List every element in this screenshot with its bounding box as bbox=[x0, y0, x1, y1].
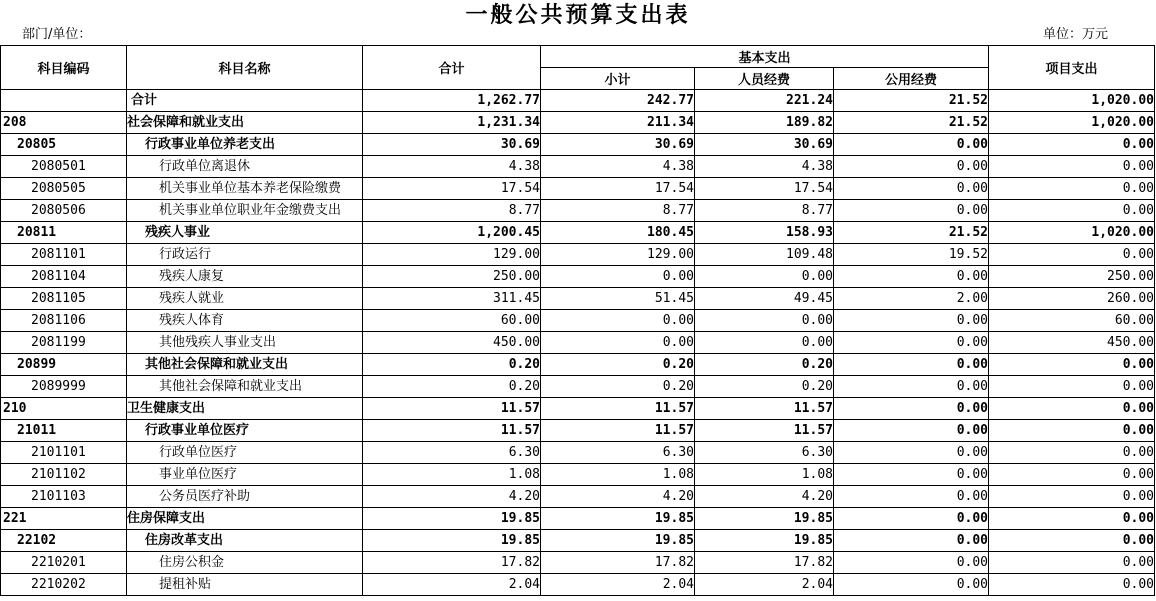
cell-public: 0.00 bbox=[834, 310, 989, 332]
cell-total: 2.04 bbox=[363, 574, 541, 596]
cell-project: 450.00 bbox=[989, 332, 1155, 354]
table-row bbox=[1, 244, 1155, 266]
department-label: 部门/单位： bbox=[22, 27, 92, 42]
cell-personnel: 17.54 bbox=[695, 178, 834, 200]
cell-personnel: 49.45 bbox=[695, 288, 834, 310]
cell-project: 0.00 bbox=[989, 442, 1155, 464]
cell-code: 210 bbox=[1, 398, 127, 420]
cell-name: 住房改革支出 bbox=[127, 530, 363, 552]
cell-code: 2101102 bbox=[1, 464, 127, 486]
budget-table bbox=[0, 45, 1155, 596]
cell-personnel: 17.82 bbox=[695, 552, 834, 574]
cell-code: 20811 bbox=[1, 222, 127, 244]
cell-subtotal: 8.77 bbox=[541, 200, 695, 222]
cell-total: 450.00 bbox=[363, 332, 541, 354]
cell-total: 0.20 bbox=[363, 354, 541, 376]
cell-personnel: 4.20 bbox=[695, 486, 834, 508]
cell-code: 2080501 bbox=[1, 156, 127, 178]
cell-project: 0.00 bbox=[989, 200, 1155, 222]
table-row bbox=[1, 134, 1155, 156]
cell-code: 21011 bbox=[1, 420, 127, 442]
cell-total: 17.54 bbox=[363, 178, 541, 200]
cell-total: 1.08 bbox=[363, 464, 541, 486]
cell-personnel: 11.57 bbox=[695, 398, 834, 420]
cell-name: 残疾人体育 bbox=[127, 310, 363, 332]
cell-total: 4.38 bbox=[363, 156, 541, 178]
cell-public: 0.00 bbox=[834, 376, 989, 398]
cell-project: 0.00 bbox=[989, 244, 1155, 266]
table-row bbox=[1, 508, 1155, 530]
cell-project: 0.00 bbox=[989, 464, 1155, 486]
cell-personnel: 1.08 bbox=[695, 464, 834, 486]
cell-project: 0.00 bbox=[989, 398, 1155, 420]
cell-total: 17.82 bbox=[363, 552, 541, 574]
cell-subtotal: 11.57 bbox=[541, 420, 695, 442]
table-row bbox=[1, 354, 1155, 376]
cell-personnel: 0.00 bbox=[695, 332, 834, 354]
cell-subtotal: 211.34 bbox=[541, 112, 695, 134]
cell-project: 0.00 bbox=[989, 574, 1155, 596]
cell-total: 6.30 bbox=[363, 442, 541, 464]
cell-code: 2210202 bbox=[1, 574, 127, 596]
cell-public: 0.00 bbox=[834, 134, 989, 156]
header-total: 合计 bbox=[363, 46, 541, 90]
cell-code: 208 bbox=[1, 112, 127, 134]
cell-name: 其他社会保障和就业支出 bbox=[127, 354, 363, 376]
table-row bbox=[1, 310, 1155, 332]
cell-total: 11.57 bbox=[363, 398, 541, 420]
cell-subtotal: 242.77 bbox=[541, 90, 695, 112]
cell-project: 0.00 bbox=[989, 486, 1155, 508]
table-row bbox=[1, 200, 1155, 222]
cell-name: 卫生健康支出 bbox=[127, 398, 363, 420]
table-row bbox=[1, 552, 1155, 574]
cell-name: 其他社会保障和就业支出 bbox=[127, 376, 363, 398]
table-body bbox=[1, 90, 1155, 596]
report-title: 一般公共预算支出表 bbox=[465, 2, 691, 28]
header-subtotal: 小计 bbox=[541, 68, 695, 90]
cell-public: 0.00 bbox=[834, 354, 989, 376]
cell-name: 事业单位医疗 bbox=[127, 464, 363, 486]
cell-project: 250.00 bbox=[989, 266, 1155, 288]
cell-total: 1,200.45 bbox=[363, 222, 541, 244]
cell-name: 住房公积金 bbox=[127, 552, 363, 574]
cell-public: 0.00 bbox=[834, 398, 989, 420]
cell-code: 2080505 bbox=[1, 178, 127, 200]
cell-name: 提租补贴 bbox=[127, 574, 363, 596]
cell-personnel: 2.04 bbox=[695, 574, 834, 596]
cell-code: 2081101 bbox=[1, 244, 127, 266]
cell-total: 129.00 bbox=[363, 244, 541, 266]
cell-project: 0.00 bbox=[989, 354, 1155, 376]
cell-personnel: 19.85 bbox=[695, 530, 834, 552]
unit-label: 单位：万元 bbox=[1042, 27, 1108, 42]
cell-subtotal: 51.45 bbox=[541, 288, 695, 310]
cell-total: 19.85 bbox=[363, 530, 541, 552]
cell-subtotal: 0.00 bbox=[541, 310, 695, 332]
cell-personnel: 109.48 bbox=[695, 244, 834, 266]
cell-public: 0.00 bbox=[834, 266, 989, 288]
cell-public: 21.52 bbox=[834, 222, 989, 244]
cell-public: 19.52 bbox=[834, 244, 989, 266]
cell-public: 0.00 bbox=[834, 332, 989, 354]
cell-code: 2101101 bbox=[1, 442, 127, 464]
cell-name: 合计 bbox=[127, 90, 363, 112]
cell-public: 0.00 bbox=[834, 156, 989, 178]
cell-code: 22102 bbox=[1, 530, 127, 552]
table-row bbox=[1, 398, 1155, 420]
header-personnel: 人员经费 bbox=[695, 68, 834, 90]
cell-total: 60.00 bbox=[363, 310, 541, 332]
cell-code: 2081104 bbox=[1, 266, 127, 288]
cell-total: 30.69 bbox=[363, 134, 541, 156]
cell-code: 2081199 bbox=[1, 332, 127, 354]
cell-total: 19.85 bbox=[363, 508, 541, 530]
cell-name: 行政单位离退休 bbox=[127, 156, 363, 178]
cell-total: 311.45 bbox=[363, 288, 541, 310]
cell-code: 2210201 bbox=[1, 552, 127, 574]
cell-public: 0.00 bbox=[834, 200, 989, 222]
cell-personnel: 4.38 bbox=[695, 156, 834, 178]
cell-project: 0.00 bbox=[989, 178, 1155, 200]
cell-project: 1,020.00 bbox=[989, 222, 1155, 244]
table-row bbox=[1, 574, 1155, 596]
cell-public: 0.00 bbox=[834, 464, 989, 486]
cell-subtotal: 180.45 bbox=[541, 222, 695, 244]
cell-code: 2080506 bbox=[1, 200, 127, 222]
cell-subtotal: 17.54 bbox=[541, 178, 695, 200]
cell-personnel: 30.69 bbox=[695, 134, 834, 156]
cell-name: 行政运行 bbox=[127, 244, 363, 266]
cell-subtotal: 19.85 bbox=[541, 508, 695, 530]
cell-project: 1,020.00 bbox=[989, 90, 1155, 112]
cell-code: 2081106 bbox=[1, 310, 127, 332]
cell-subtotal: 129.00 bbox=[541, 244, 695, 266]
header-name: 科目名称 bbox=[127, 46, 363, 90]
cell-project: 0.00 bbox=[989, 420, 1155, 442]
cell-project: 0.00 bbox=[989, 552, 1155, 574]
cell-personnel: 0.00 bbox=[695, 266, 834, 288]
cell-subtotal: 30.69 bbox=[541, 134, 695, 156]
cell-project: 260.00 bbox=[989, 288, 1155, 310]
cell-public: 0.00 bbox=[834, 486, 989, 508]
cell-subtotal: 4.38 bbox=[541, 156, 695, 178]
cell-personnel: 11.57 bbox=[695, 420, 834, 442]
cell-project: 0.00 bbox=[989, 376, 1155, 398]
cell-code: 2081105 bbox=[1, 288, 127, 310]
cell-personnel: 189.82 bbox=[695, 112, 834, 134]
cell-subtotal: 0.20 bbox=[541, 376, 695, 398]
cell-project: 0.00 bbox=[989, 156, 1155, 178]
cell-subtotal: 17.82 bbox=[541, 552, 695, 574]
table-row bbox=[1, 178, 1155, 200]
cell-public: 21.52 bbox=[834, 90, 989, 112]
cell-personnel: 6.30 bbox=[695, 442, 834, 464]
cell-project: 0.00 bbox=[989, 508, 1155, 530]
table-row bbox=[1, 376, 1155, 398]
cell-name: 住房保障支出 bbox=[127, 508, 363, 530]
header-public: 公用经费 bbox=[834, 68, 989, 90]
cell-name: 行政单位医疗 bbox=[127, 442, 363, 464]
cell-name: 残疾人康复 bbox=[127, 266, 363, 288]
table-row bbox=[1, 222, 1155, 244]
cell-name: 其他残疾人事业支出 bbox=[127, 332, 363, 354]
cell-personnel: 0.00 bbox=[695, 310, 834, 332]
cell-total: 1,231.34 bbox=[363, 112, 541, 134]
cell-subtotal: 4.20 bbox=[541, 486, 695, 508]
cell-public: 21.52 bbox=[834, 112, 989, 134]
cell-name: 行政事业单位医疗 bbox=[127, 420, 363, 442]
cell-public: 0.00 bbox=[834, 552, 989, 574]
cell-subtotal: 11.57 bbox=[541, 398, 695, 420]
cell-name: 残疾人就业 bbox=[127, 288, 363, 310]
cell-total: 1,262.77 bbox=[363, 90, 541, 112]
table-row bbox=[1, 112, 1155, 134]
cell-subtotal: 1.08 bbox=[541, 464, 695, 486]
cell-public: 0.00 bbox=[834, 442, 989, 464]
cell-total: 4.20 bbox=[363, 486, 541, 508]
cell-personnel: 8.77 bbox=[695, 200, 834, 222]
table-row bbox=[1, 156, 1155, 178]
table-row bbox=[1, 266, 1155, 288]
cell-project: 0.00 bbox=[989, 134, 1155, 156]
cell-code: 2101103 bbox=[1, 486, 127, 508]
cell-subtotal: 19.85 bbox=[541, 530, 695, 552]
cell-total: 11.57 bbox=[363, 420, 541, 442]
cell-public: 0.00 bbox=[834, 420, 989, 442]
cell-personnel: 19.85 bbox=[695, 508, 834, 530]
cell-code: 221 bbox=[1, 508, 127, 530]
cell-personnel: 221.24 bbox=[695, 90, 834, 112]
table-row bbox=[1, 486, 1155, 508]
cell-public: 0.00 bbox=[834, 574, 989, 596]
cell-name: 机关事业单位职业年金缴费支出 bbox=[127, 200, 363, 222]
cell-total: 250.00 bbox=[363, 266, 541, 288]
cell-personnel: 0.20 bbox=[695, 354, 834, 376]
cell-subtotal: 6.30 bbox=[541, 442, 695, 464]
cell-name: 残疾人事业 bbox=[127, 222, 363, 244]
cell-code bbox=[1, 90, 127, 112]
cell-subtotal: 2.04 bbox=[541, 574, 695, 596]
cell-subtotal: 0.00 bbox=[541, 266, 695, 288]
cell-code: 20899 bbox=[1, 354, 127, 376]
cell-code: 2089999 bbox=[1, 376, 127, 398]
cell-total: 8.77 bbox=[363, 200, 541, 222]
table-row bbox=[1, 332, 1155, 354]
cell-public: 0.00 bbox=[834, 508, 989, 530]
table-row bbox=[1, 464, 1155, 486]
cell-project: 0.00 bbox=[989, 530, 1155, 552]
cell-name: 机关事业单位基本养老保险缴费 bbox=[127, 178, 363, 200]
table-row bbox=[1, 288, 1155, 310]
cell-subtotal: 0.20 bbox=[541, 354, 695, 376]
cell-name: 社会保障和就业支出 bbox=[127, 112, 363, 134]
table-row bbox=[1, 90, 1155, 112]
cell-subtotal: 0.00 bbox=[541, 332, 695, 354]
header-code: 科目编码 bbox=[1, 46, 127, 90]
cell-project: 60.00 bbox=[989, 310, 1155, 332]
cell-code: 20805 bbox=[1, 134, 127, 156]
table-row bbox=[1, 420, 1155, 442]
cell-total: 0.20 bbox=[363, 376, 541, 398]
cell-name: 公务员医疗补助 bbox=[127, 486, 363, 508]
header-project: 项目支出 bbox=[989, 46, 1155, 90]
cell-name: 行政事业单位养老支出 bbox=[127, 134, 363, 156]
cell-personnel: 0.20 bbox=[695, 376, 834, 398]
cell-personnel: 158.93 bbox=[695, 222, 834, 244]
table-row bbox=[1, 442, 1155, 464]
cell-public: 0.00 bbox=[834, 178, 989, 200]
table-row bbox=[1, 530, 1155, 552]
header-basic: 基本支出 bbox=[541, 46, 989, 68]
cell-project: 1,020.00 bbox=[989, 112, 1155, 134]
cell-public: 2.00 bbox=[834, 288, 989, 310]
cell-public: 0.00 bbox=[834, 530, 989, 552]
